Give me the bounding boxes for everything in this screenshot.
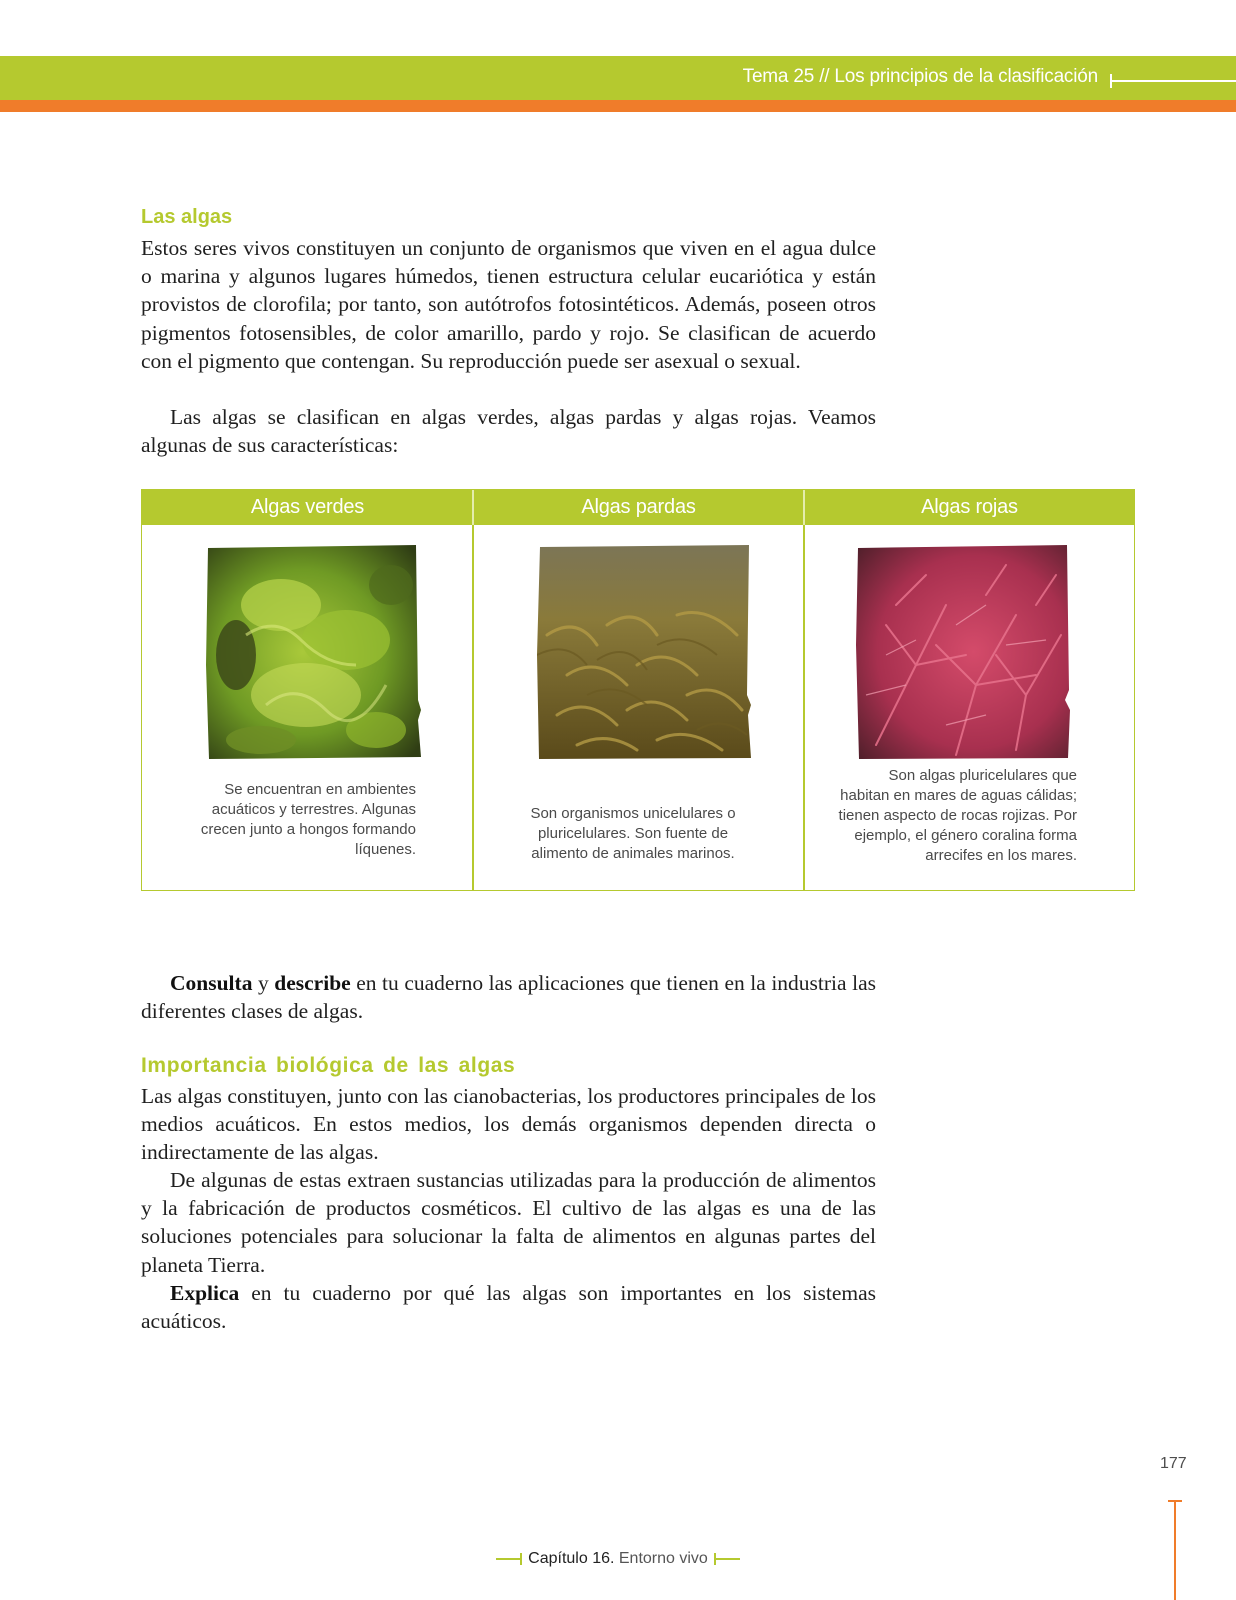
red-algae-photo bbox=[856, 545, 1071, 760]
column-divider bbox=[472, 490, 474, 890]
footer bbox=[0, 1550, 1236, 1568]
caption-verdes: Se encuentran en ambientes acuáticos y terrestres. Algunas crecen junto a hongos formando líquenes. bbox=[200, 781, 416, 858]
column-title-pardas: Algas pardas bbox=[581, 496, 696, 518]
header-divider bbox=[803, 490, 805, 525]
footer-rule bbox=[714, 1558, 740, 1560]
algae-table bbox=[141, 489, 1135, 891]
section-heading-importancia: Importancia biológica de las algas bbox=[141, 1054, 516, 1077]
paragraph-algas-classification: Las algas se clasifican en algas verdes, algas pardas y algas rojas. Veamos algunas de sus características: bbox=[141, 405, 876, 458]
footer-rule bbox=[496, 1558, 522, 1560]
footer-chapter-name: Entorno vivo bbox=[614, 1550, 708, 1567]
caption-rojas: Son algas pluricelulares que habitan en mares de aguas cálidas; tienen aspecto de rocas rojizas. Por ejemplo, el género coralina forma arrecifes en los mares. bbox=[838, 767, 1077, 864]
column-title-rojas: Algas rojas bbox=[921, 496, 1018, 518]
brown-algae-photo bbox=[537, 545, 752, 760]
paragraph-importancia-1: Las algas constituyen, junto con las cianobacterias, los productores principales de los medios acuáticos. En estos medios, los demás organismos dependen directa o indirectamente de las algas. bbox=[141, 1084, 876, 1165]
activity-explica bbox=[141, 1279, 876, 1335]
column-title-verdes: Algas verdes bbox=[250, 496, 365, 518]
activity-verb: describe bbox=[274, 971, 351, 995]
section-heading-algas: Las algas bbox=[141, 206, 233, 228]
activity-consulta bbox=[141, 969, 876, 1025]
header-divider bbox=[472, 490, 474, 525]
header-title: Tema 25 // Los principios de la clasificación bbox=[742, 66, 1098, 87]
header-rule bbox=[1110, 80, 1236, 82]
paragraph-importancia-2: De algunas de estas extraen sustancias utilizadas para la producción de alimentos y la fabricación de productos cosméticos. El cultivo de las algas es una de las soluciones potenciales para solucionar la falta de alimentos en algunas partes del planeta Tierra. bbox=[141, 1168, 876, 1277]
footer-chapter-label: Capítulo 16. bbox=[528, 1550, 615, 1567]
page-number: 177 bbox=[1160, 1455, 1187, 1472]
activity-text: en tu cuaderno por qué las algas son importantes en los sistemas acuáticos. bbox=[141, 1281, 876, 1334]
paragraph-algas-intro: Estos seres vivos constituyen un conjunto de organismos que viven en el agua dulce o marina y algunos lugares húmedos, tienen estructura celular eucariótica y están provistos de clorofila; por tanto, son autótrofos fotosintéticos. Además, poseen otros pigmentos fotosensibles, de color amarillo, pardo y rojo. Se clasifican de acuerdo con el pigmento que contengan. Su reproducción puede ser asexual o sexual. bbox=[141, 236, 876, 373]
header-stripe bbox=[0, 100, 1236, 112]
column-divider bbox=[803, 490, 805, 890]
activity-verb: Consulta bbox=[170, 971, 253, 995]
header-tick bbox=[1110, 74, 1112, 88]
activity-text: en tu cuaderno las aplicaciones que tienen en la industria las diferentes clases de algas. bbox=[141, 971, 876, 1024]
activity-connector: y bbox=[252, 971, 275, 995]
green-algae-photo bbox=[206, 545, 421, 760]
caption-pardas: Son organismos unicelulares o pluricelulares. Son fuente de alimento de animales marinos. bbox=[530, 805, 736, 862]
activity-verb: Explica bbox=[170, 1281, 240, 1305]
